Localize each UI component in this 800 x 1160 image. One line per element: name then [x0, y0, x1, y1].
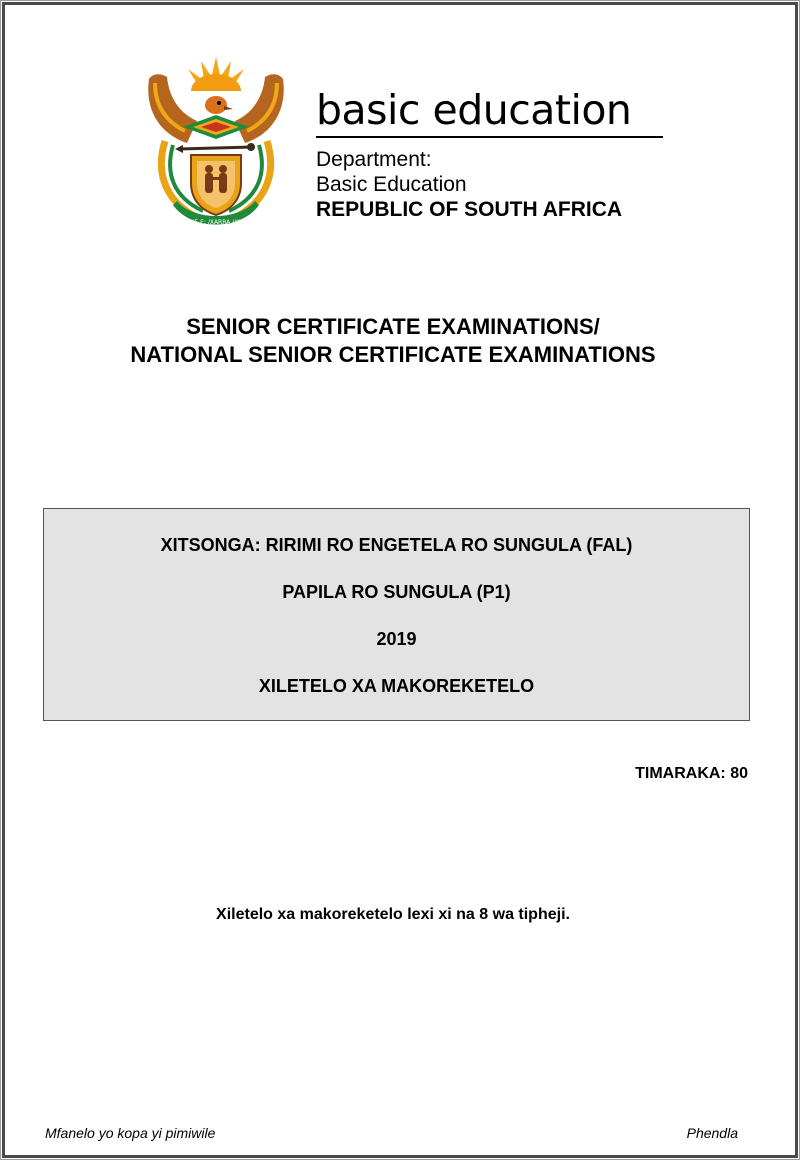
paper-info-box — [43, 508, 750, 721]
exam-title-line2: NATIONAL SENIOR CERTIFICATE EXAMINATIONS — [130, 342, 656, 367]
bird-head-icon — [205, 96, 233, 114]
motto-text: !KE E: /XARRA //KE — [188, 219, 244, 226]
page-count-note: Xiletelo xa makoreketelo lexi xi na 8 wa tipheji. — [216, 906, 570, 923]
paper-name: PAPILA RO SUNGULA (P1) — [282, 582, 511, 602]
shield-icon — [191, 155, 241, 215]
department-logo-text — [316, 88, 666, 222]
department-name: Basic Education — [316, 173, 467, 196]
exam-title-line1: SENIOR CERTIFICATE EXAMINATIONS/ — [186, 314, 600, 339]
document-type: XILETELO XA MAKOREKETELO — [258, 676, 535, 696]
turn-over-note: Phendla — [686, 1125, 738, 1141]
total-marks: TIMARAKA: 80 — [635, 765, 748, 782]
country-name: REPUBLIC OF SOUTH AFRICA — [316, 198, 623, 221]
coat-of-arms-logo — [143, 55, 289, 233]
exam-year: 2019 — [376, 629, 417, 649]
subject-title: XITSONGA: RIRIMI RO ENGETELA RO SUNGULA (FAL) — [160, 535, 633, 555]
brand-title: basic education — [316, 88, 663, 138]
copyright-notice: Mfanelo yo kopa yi pimiwile — [45, 1125, 216, 1141]
protea-icon — [183, 115, 249, 139]
sun-icon — [188, 57, 244, 91]
exam-title — [0, 313, 786, 369]
spear-knobkierie-icon — [175, 143, 255, 153]
department-label: Department: — [316, 148, 432, 171]
